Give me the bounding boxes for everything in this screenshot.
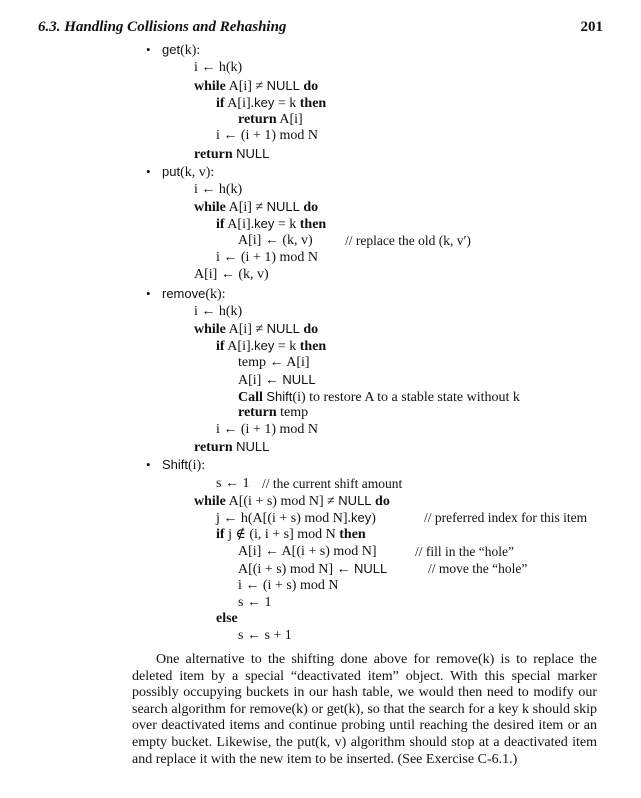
algorithm-signature: get(k): xyxy=(162,42,201,58)
pseudocode-line: i ← h(k) xyxy=(194,182,243,197)
page-number: 201 xyxy=(580,19,603,35)
bullet-icon: • xyxy=(146,164,151,179)
pseudocode-line: A[i] ← NULL xyxy=(238,372,316,388)
pseudocode-line: i ← (i + 1) mod N xyxy=(216,422,318,437)
pseudocode-line: i ← h(k) xyxy=(194,60,243,75)
pseudocode-line: temp ← A[i] xyxy=(238,355,310,370)
pseudocode-line: A[(i + s) mod N] ← NULL xyxy=(238,561,388,577)
pseudocode-line: return temp xyxy=(238,405,309,420)
pseudocode-line: Call Shift(i) to restore A to a stable state without k xyxy=(238,389,520,405)
pseudocode-line: s ← s + 1 xyxy=(238,628,292,643)
pseudocode-line: else xyxy=(216,611,238,626)
bullet-icon: • xyxy=(146,42,151,57)
pseudocode-comment: // the current shift amount xyxy=(262,476,403,491)
body-paragraph xyxy=(132,652,597,768)
algorithm-signature: put(k, v): xyxy=(162,164,215,180)
pseudocode-line: i ← (i + 1) mod N xyxy=(216,250,318,265)
pseudocode-line: if j ∉ (i, i + s] mod N then xyxy=(216,527,366,542)
pseudocode-line: A[i] ← (k, v) xyxy=(238,233,313,248)
pseudocode-line: j ← h(A[(i + s) mod N].key) xyxy=(216,510,376,526)
pseudocode-line: while A[i] ≠ NULL do xyxy=(194,78,319,94)
pseudocode-comment: // move the “hole” xyxy=(428,561,528,576)
algorithm-signature: remove(k): xyxy=(162,286,226,302)
pseudocode-comment: // preferred index for this item xyxy=(424,510,588,525)
pseudocode-line: if A[i].key = k then xyxy=(216,338,327,354)
pseudocode-line: i ← (i + s) mod N xyxy=(238,578,339,593)
pseudocode-line: return NULL xyxy=(194,439,270,455)
pseudocode-line: while A[i] ≠ NULL do xyxy=(194,199,319,215)
pseudocode-line: if A[i].key = k then xyxy=(216,95,327,111)
pseudocode-line: i ← h(k) xyxy=(194,304,243,319)
paragraph-text: One alternative to the shifting done above for remove(k) is to replace the deleted item by a special “deactivated item” object. With this special marker possibly occupying buckets in our hash table, we would then need to modify our search algorithm for remove(k) or get(k), so that the search for a key k should skip over deactivated items and continue probing until reaching the desired item or an empty bucket. Likewise, the put(k, v) algorithm should stop at a deactivated item and replace it with the new item to be inserted. (See Exercise C-6.1.) xyxy=(132,652,597,767)
pseudocode-comment: // fill in the “hole” xyxy=(415,544,514,559)
pseudocode-line: while A[(i + s) mod N] ≠ NULL do xyxy=(194,493,390,509)
pseudocode-line: A[i] ← A[(i + s) mod N] xyxy=(238,544,377,559)
pseudocode-line: if A[i].key = k then xyxy=(216,216,327,232)
section-title: 6.3. Handling Collisions and Rehashing xyxy=(38,19,287,35)
pseudocode-line: return A[i] xyxy=(238,112,303,127)
pseudocode-comment: // replace the old (k, v′) xyxy=(345,233,471,248)
pseudocode-line: s ← 1 xyxy=(216,476,250,491)
pseudocode-line: A[i] ← (k, v) xyxy=(194,267,269,282)
running-head xyxy=(38,19,603,39)
algorithm-signature: Shift(i): xyxy=(162,457,206,473)
bullet-icon: • xyxy=(146,286,151,301)
bullet-icon: • xyxy=(146,457,151,472)
pseudocode-line: return NULL xyxy=(194,146,270,162)
pseudocode-line: s ← 1 xyxy=(238,595,272,610)
pseudocode-line: while A[i] ≠ NULL do xyxy=(194,321,319,337)
pseudocode-line: i ← (i + 1) mod N xyxy=(216,128,318,143)
